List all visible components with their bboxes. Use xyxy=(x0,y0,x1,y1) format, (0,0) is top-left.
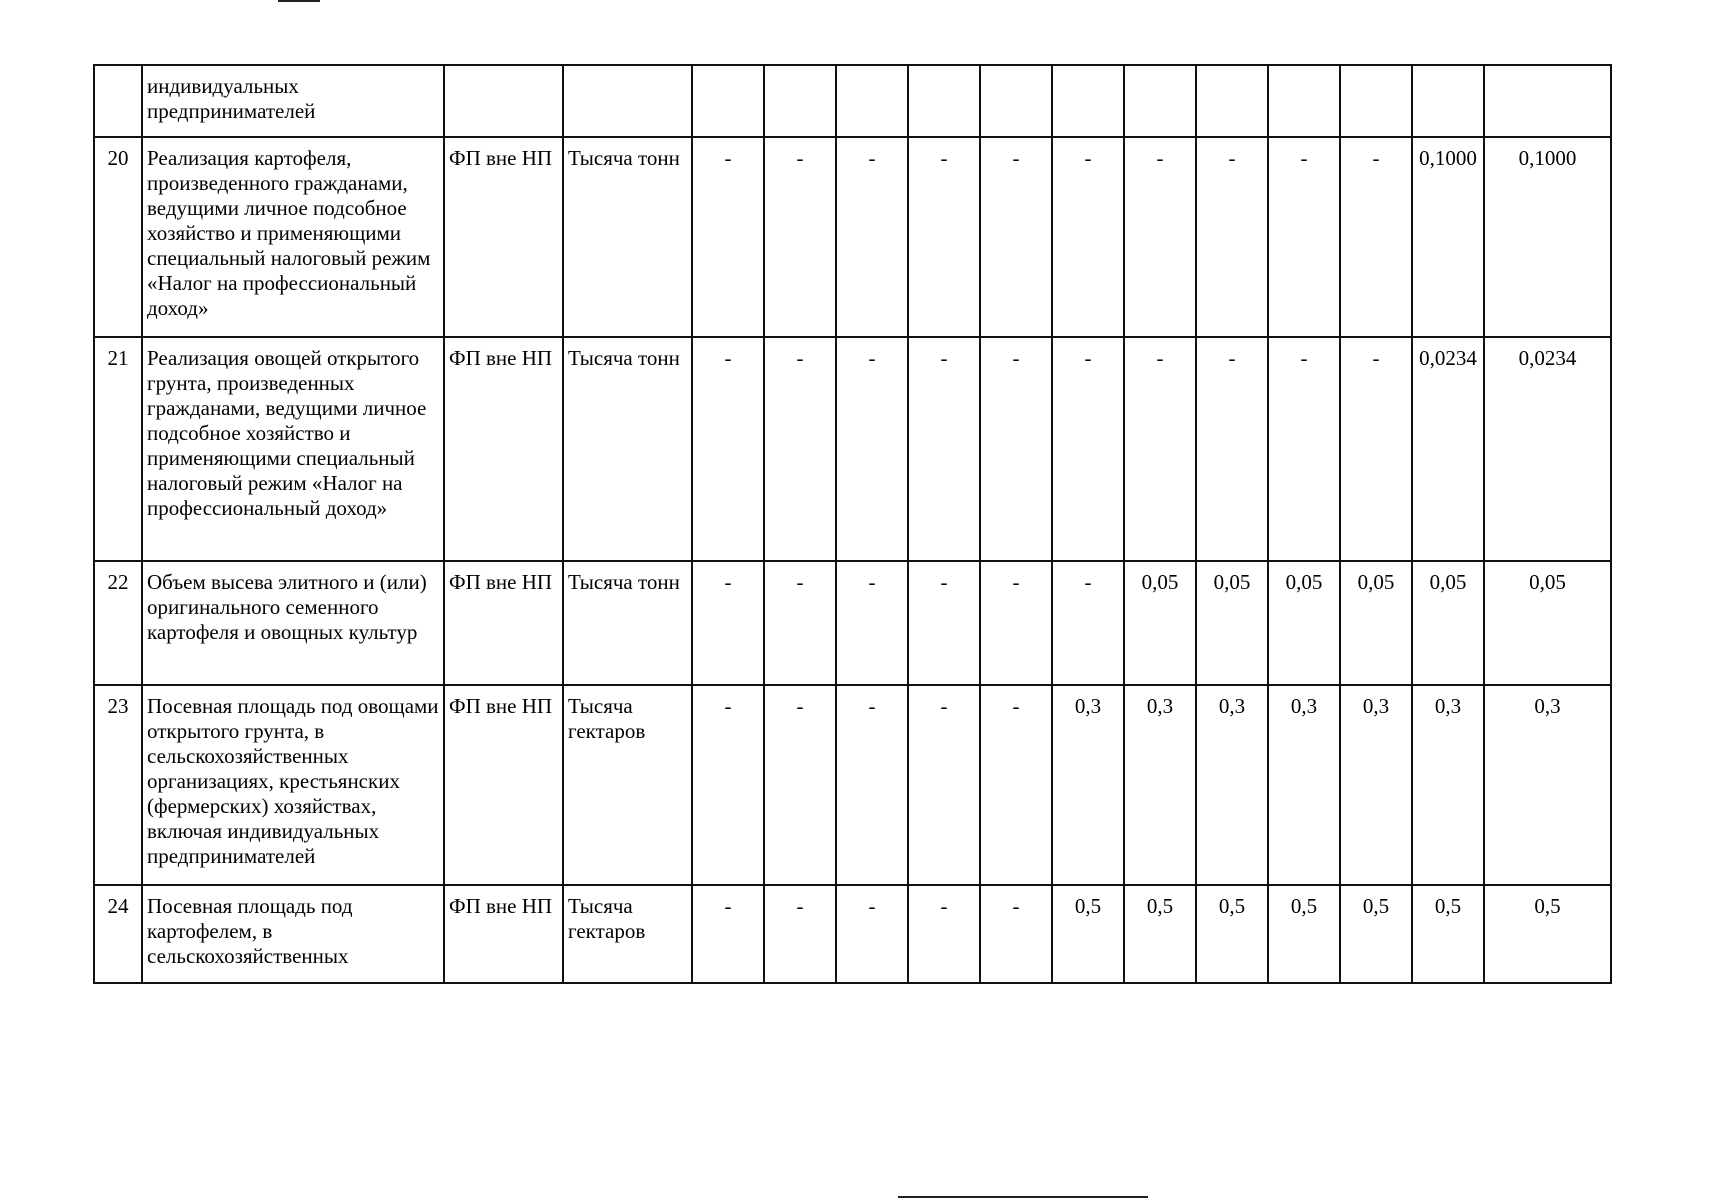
table-row xyxy=(94,885,1611,983)
year-value: - xyxy=(836,561,908,685)
table-row xyxy=(94,561,1611,685)
indicator-name: Посевная площадь под картофелем, в сельскохозяйственных xyxy=(142,885,444,983)
indicator-type xyxy=(444,65,563,137)
year-value: - xyxy=(980,337,1052,561)
year-value: - xyxy=(1196,137,1268,337)
indicator-name: Реализация овощей открытого грунта, произведенных гражданами, ведущими личное подсобное хозяйство и применяющими специальный налоговый режим «Налог на профессиональный доход» xyxy=(142,337,444,561)
year-value: - xyxy=(836,885,908,983)
year-value: 0,05 xyxy=(1412,561,1484,685)
indicator-type: ФП вне НП xyxy=(444,337,563,561)
year-value: - xyxy=(692,885,764,983)
year-value: - xyxy=(1124,337,1196,561)
year-value: - xyxy=(908,885,980,983)
year-value xyxy=(836,65,908,137)
year-value: - xyxy=(980,137,1052,337)
table-row xyxy=(94,65,1611,137)
year-value: - xyxy=(908,561,980,685)
year-value: - xyxy=(764,885,836,983)
row-number: 24 xyxy=(94,885,142,983)
year-value: 0,0234 xyxy=(1412,337,1484,561)
year-value: - xyxy=(1340,337,1412,561)
year-value xyxy=(1268,65,1340,137)
year-value: - xyxy=(980,885,1052,983)
year-value: - xyxy=(692,337,764,561)
year-value: - xyxy=(692,137,764,337)
row-number: 23 xyxy=(94,685,142,885)
top-rule xyxy=(278,0,320,2)
year-value: - xyxy=(1052,337,1124,561)
unit-of-measure xyxy=(563,65,692,137)
indicator-type: ФП вне НП xyxy=(444,885,563,983)
unit-of-measure: Тысяча гектаров xyxy=(563,685,692,885)
unit-of-measure: Тысяча тонн xyxy=(563,337,692,561)
year-value: 0,05 xyxy=(1268,561,1340,685)
year-value: 0,5 xyxy=(1124,885,1196,983)
year-value: - xyxy=(908,337,980,561)
year-value xyxy=(908,65,980,137)
year-value: 0,5 xyxy=(1268,885,1340,983)
year-value xyxy=(980,65,1052,137)
year-value xyxy=(1340,65,1412,137)
year-value: - xyxy=(692,685,764,885)
year-value: - xyxy=(764,685,836,885)
year-value: 0,3 xyxy=(1196,685,1268,885)
year-value: - xyxy=(1052,137,1124,337)
year-value: 0,5 xyxy=(1052,885,1124,983)
year-value: - xyxy=(1268,137,1340,337)
year-value: - xyxy=(1052,561,1124,685)
year-value: - xyxy=(980,561,1052,685)
year-value: 0,3 xyxy=(1052,685,1124,885)
year-value: - xyxy=(692,561,764,685)
year-value: - xyxy=(1196,337,1268,561)
year-value: 0,1000 xyxy=(1484,137,1611,337)
row-number: 21 xyxy=(94,337,142,561)
year-value: - xyxy=(836,685,908,885)
year-value: 0,05 xyxy=(1340,561,1412,685)
year-value: - xyxy=(1340,137,1412,337)
indicator-type: ФП вне НП xyxy=(444,137,563,337)
year-value: 0,05 xyxy=(1196,561,1268,685)
year-value: 0,05 xyxy=(1484,561,1611,685)
year-value: 0,05 xyxy=(1124,561,1196,685)
year-value: 0,5 xyxy=(1484,885,1611,983)
unit-of-measure: Тысяча тонн xyxy=(563,561,692,685)
unit-of-measure: Тысяча тонн xyxy=(563,137,692,337)
table-body xyxy=(94,65,1611,983)
year-value xyxy=(1052,65,1124,137)
row-number: 22 xyxy=(94,561,142,685)
year-value: 0,3 xyxy=(1484,685,1611,885)
indicator-name: Посевная площадь под овощами открытого грунта, в сельскохозяйственных организациях, крестьянских (фермерских) хозяйствах, включая индивидуальных предпринимателей xyxy=(142,685,444,885)
year-value: - xyxy=(1268,337,1340,561)
year-value xyxy=(692,65,764,137)
indicator-name: Реализация картофеля, произведенного гражданами, ведущими личное подсобное хозяйство и применяющими специальный налоговый режим «Налог на профессиональный доход» xyxy=(142,137,444,337)
year-value: - xyxy=(836,137,908,337)
year-value: - xyxy=(908,685,980,885)
year-value xyxy=(1124,65,1196,137)
year-value: - xyxy=(908,137,980,337)
table-row xyxy=(94,137,1611,337)
year-value xyxy=(1412,65,1484,137)
table-row xyxy=(94,337,1611,561)
year-value: 0,5 xyxy=(1412,885,1484,983)
unit-of-measure: Тысяча гектаров xyxy=(563,885,692,983)
year-value xyxy=(1484,65,1611,137)
year-value: 0,3 xyxy=(1340,685,1412,885)
year-value: - xyxy=(836,337,908,561)
row-number xyxy=(94,65,142,137)
year-value: - xyxy=(764,337,836,561)
year-value: 0,3 xyxy=(1268,685,1340,885)
year-value: 0,1000 xyxy=(1412,137,1484,337)
indicator-table xyxy=(93,64,1612,984)
indicator-type: ФП вне НП xyxy=(444,561,563,685)
bottom-rule xyxy=(898,1196,1148,1198)
year-value: - xyxy=(1124,137,1196,337)
year-value: 0,5 xyxy=(1196,885,1268,983)
year-value: - xyxy=(764,137,836,337)
row-number: 20 xyxy=(94,137,142,337)
year-value: 0,3 xyxy=(1124,685,1196,885)
year-value: - xyxy=(764,561,836,685)
indicator-name: Объем высева элитного и (или) оригинального семенного картофеля и овощных культур xyxy=(142,561,444,685)
table-row xyxy=(94,685,1611,885)
indicator-name: индивидуальных предпринимателей xyxy=(142,65,444,137)
year-value: 0,0234 xyxy=(1484,337,1611,561)
year-value: 0,3 xyxy=(1412,685,1484,885)
indicator-type: ФП вне НП xyxy=(444,685,563,885)
year-value: 0,5 xyxy=(1340,885,1412,983)
year-value: - xyxy=(980,685,1052,885)
year-value xyxy=(1196,65,1268,137)
year-value xyxy=(764,65,836,137)
